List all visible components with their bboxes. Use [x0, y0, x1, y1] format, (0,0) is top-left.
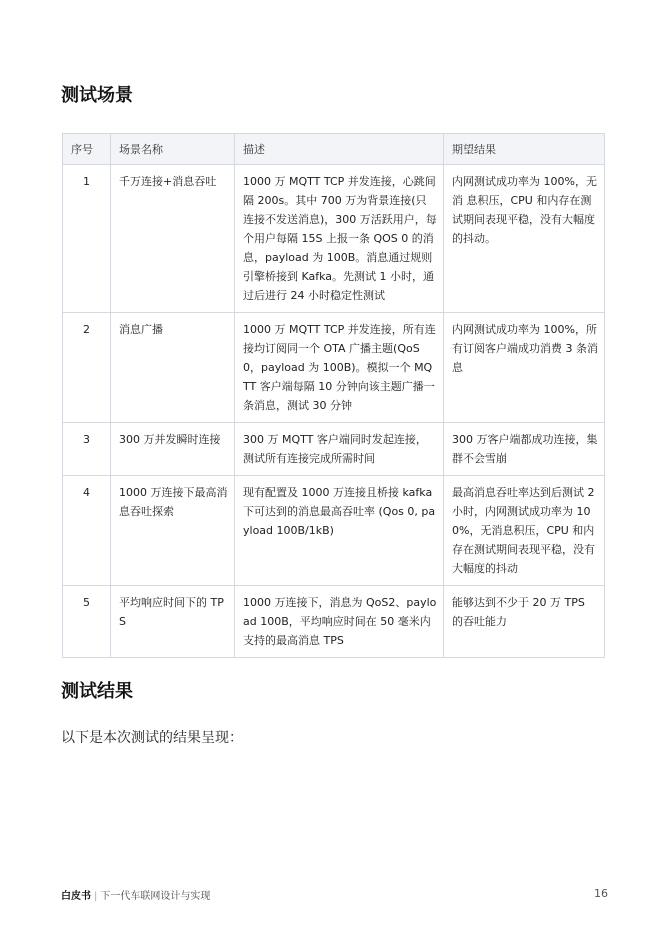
- page-footer: [61, 890, 210, 904]
- row-expected: 最高消息吞吐率达到后测试 2 小时，内网测试成功率为 100%，无消息积压，CPU 和内 存在测试期间表现平稳，没有大幅度的抖动: [444, 476, 605, 586]
- table-row: [63, 313, 605, 423]
- row-description: 300 万 MQTT 客户端同时发起连接，测试所有连接完成所需时间: [235, 423, 444, 476]
- row-description: 1000 万 MQTT TCP 并发连接，心跳间隔 200s。其中 700 万为背景连接(只连接不发送消息)，300 万活跃用户，每个用户每隔 15S 上报一条 QOS 0 的消息，payload 为 100B。消息通过规则引擎桥接到 Kafka。先测试 1 小时，通过后进行 24 小时稳定性测试: [235, 165, 444, 313]
- row-expected: 内网测试成功率为 100%，无消 息积压，CPU 和内存在测试期间表现平稳，没有大幅度的抖动。: [444, 165, 605, 313]
- section-title-test-scenarios: 测试场景: [61, 85, 133, 106]
- page-number: 16: [594, 887, 608, 900]
- table-row: [63, 586, 605, 658]
- row-description: 1000 万 MQTT TCP 并发连接，所有连 接均订阅同一个 OTA 广播主题(QoS 0，payload 为 100B)。模拟一个 MQTT 客户端每隔 10 分钟向该主题广播一条消息，测试 30 分钟: [235, 313, 444, 423]
- header-expected: 期望结果: [444, 134, 605, 165]
- row-number: 3: [63, 423, 111, 476]
- table-row: [63, 165, 605, 313]
- section-title-test-results: 测试结果: [61, 681, 133, 702]
- row-description: 现有配置及 1000 万连接且桥接 kafka 下可达到的消息最高吞吐率 (Qos 0, payload 100B/1kB): [235, 476, 444, 586]
- row-number: 1: [63, 165, 111, 313]
- table-row: [63, 423, 605, 476]
- footer-doc-title: 下一代车联网设计与实现: [100, 891, 211, 902]
- footer-separator: |: [94, 891, 98, 902]
- header-description: 描述: [235, 134, 444, 165]
- row-scene: 1000 万连接下最高消息吞吐探索: [111, 476, 235, 586]
- row-scene: 消息广播: [111, 313, 235, 423]
- row-number: 5: [63, 586, 111, 658]
- row-expected: 能够达到不少于 20 万 TPS 的吞吐能力: [444, 586, 605, 658]
- row-scene: 平均响应时间下的 TPS: [111, 586, 235, 658]
- test-scenarios-table: [62, 133, 605, 658]
- header-no: 序号: [63, 134, 111, 165]
- row-expected: 300 万客户端都成功连接，集群不会雪崩: [444, 423, 605, 476]
- row-scene: 千万连接+消息吞吐: [111, 165, 235, 313]
- row-expected: 内网测试成功率为 100%，所有订阅客户端成功消费 3 条消息: [444, 313, 605, 423]
- footer-brand: 白皮书: [61, 891, 91, 902]
- row-number: 4: [63, 476, 111, 586]
- row-description: 1000 万连接下，消息为 QoS2、payload 100B，平均响应时间在 50 毫米内支持的最高消息 TPS: [235, 586, 444, 658]
- results-intro-text: 以下是本次测试的结果呈现：: [61, 730, 243, 746]
- header-scene: 场景名称: [111, 134, 235, 165]
- row-scene: 300 万并发瞬时连接: [111, 423, 235, 476]
- table-row: [63, 476, 605, 586]
- table-header-row: [63, 134, 605, 165]
- row-number: 2: [63, 313, 111, 423]
